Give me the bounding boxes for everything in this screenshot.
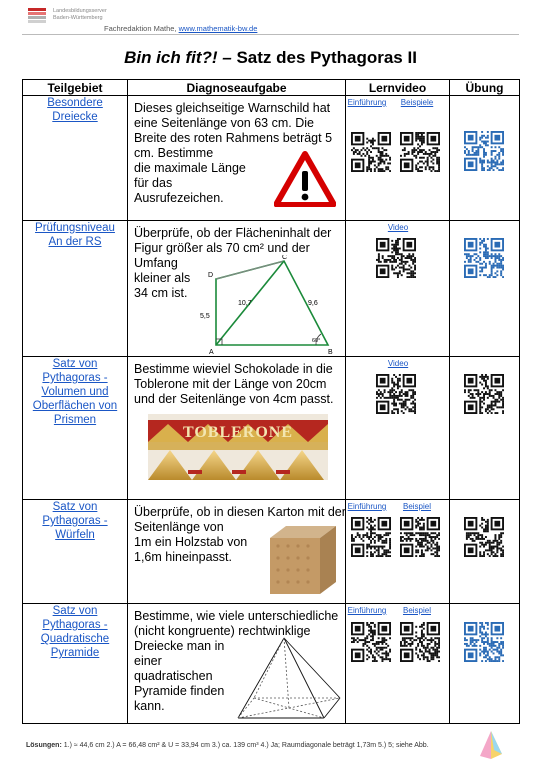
vertex-label-d: D xyxy=(208,272,214,279)
qr-code-icon[interactable] xyxy=(351,622,391,662)
vertex-label-c: C xyxy=(282,255,288,261)
vertex-label-b: B xyxy=(328,349,333,355)
task-text: Dieses gleichseitige Warnschild hat eine Seitenlänge von 63 cm. Die Breite des roten Rahmens beträgt 5 cm. Bestimme die maximale Länge für das Ausrufezeichen. xyxy=(134,101,333,205)
topic-cell xyxy=(23,500,128,604)
topic-cell xyxy=(23,357,128,500)
table-row xyxy=(23,357,520,500)
warning-sign-icon xyxy=(274,151,336,207)
task-text: Überprüfe, ob der Flächeninhalt der Figur größer als 70 cm² und der Umfang kleiner als 34 cm ist. xyxy=(134,226,332,300)
header-diagnoseaufgabe: Diagnoseaufgabe xyxy=(128,80,346,96)
qr-code-icon[interactable] xyxy=(400,622,440,662)
video-cell xyxy=(346,357,450,500)
exercise-cell xyxy=(450,96,520,221)
solutions-footer: Lösungen: 1.) ≈ 44,6 cm 2.) A = 66,48 cm² & U = 33,94 cm 3.) ca. 139 cm³ 4.) Ja; Raumdiagonale beträgt 1,73m 5.) 5; siehe Abb. xyxy=(26,742,429,749)
qr-code-icon[interactable] xyxy=(351,132,391,172)
qr-code-icon[interactable] xyxy=(400,132,440,172)
task-cell xyxy=(128,604,346,724)
topic-link[interactable]: Satz von Pythagoras - Würfeln xyxy=(42,501,108,541)
website-link[interactable]: www.mathematik-bw.de xyxy=(178,24,258,33)
table-row xyxy=(23,500,520,604)
video-cell xyxy=(346,96,450,221)
table-row xyxy=(23,96,520,221)
side-label-cb: 9,6 xyxy=(308,300,318,307)
video-link[interactable]: Video xyxy=(387,223,409,232)
toblerone-image xyxy=(148,414,328,480)
video-link-einfuehrung[interactable]: Einführung xyxy=(347,606,387,615)
qr-code-icon[interactable] xyxy=(464,374,504,414)
side-label-ac: 10,7 xyxy=(238,300,252,307)
qr-code-icon[interactable] xyxy=(351,517,391,557)
quadrilateral-figure xyxy=(200,255,340,355)
topic-cell xyxy=(23,221,128,357)
page-title: Bin ich fit?! – Satz des Pythagoras II xyxy=(124,48,417,67)
qr-code-icon[interactable] xyxy=(376,374,416,414)
video-cell xyxy=(346,221,450,357)
landesbildungsserver-logo-icon xyxy=(26,6,50,28)
task-cell xyxy=(128,221,346,357)
logo-text: Landesbildungsserver Baden-Württemberg xyxy=(53,8,107,21)
topic-cell xyxy=(23,604,128,724)
side-label-ad: 5,5 xyxy=(200,313,210,320)
video-link-beispiel[interactable]: Beispiel xyxy=(402,606,431,615)
vertex-label-a: A xyxy=(209,349,214,355)
video-cell xyxy=(346,604,450,724)
video-link[interactable]: Video xyxy=(387,359,409,368)
exercise-cell xyxy=(450,357,520,500)
topic-link[interactable]: Satz von Pythagoras - Volumen und Oberflächen von Prismen xyxy=(32,358,118,426)
table-row xyxy=(23,604,520,724)
angle-label: 60° xyxy=(312,338,321,344)
toblerone-brand-text: TOBLERONE xyxy=(182,424,294,441)
task-text: Überprüfe, ob in diesen Karton mit der Seitenlänge von 1m ein Holzstab von 1,6m hineinpasst. xyxy=(134,505,346,564)
table-header-row xyxy=(23,80,520,96)
video-cell xyxy=(346,500,450,604)
qr-code-icon[interactable] xyxy=(464,131,504,171)
cardboard-box-image xyxy=(266,522,340,598)
topic-link[interactable]: Besondere Dreiecke xyxy=(47,97,103,123)
header-teilgebiet: Teilgebiet xyxy=(23,80,128,96)
task-text: Bestimme wieviel Schokolade in die Toblerone mit der Länge von 20cm und der Seitenlänge von 4cm passt. xyxy=(134,362,334,406)
task-cell xyxy=(128,96,346,221)
colorful-pyramid-icon xyxy=(478,730,504,760)
table-row xyxy=(23,221,520,357)
video-link-beispiel[interactable]: Beispiel xyxy=(402,502,431,511)
diagnosis-table xyxy=(22,79,520,724)
qr-code-icon[interactable] xyxy=(400,517,440,557)
topic-link[interactable]: Satz von Pythagoras - Quadratische Pyramide xyxy=(40,605,110,659)
topic-link[interactable]: Prüfungsniveau An der RS xyxy=(35,222,115,248)
qr-code-icon[interactable] xyxy=(376,238,416,278)
qr-code-icon[interactable] xyxy=(464,238,504,278)
task-cell xyxy=(128,500,346,604)
square-pyramid-figure xyxy=(232,636,344,724)
exercise-cell xyxy=(450,221,520,357)
header-line: Fachredaktion Mathe, www.mathematik-bw.de xyxy=(104,24,258,33)
header-divider xyxy=(22,34,519,35)
qr-code-icon[interactable] xyxy=(464,622,504,662)
header-uebung: Übung xyxy=(450,80,520,96)
qr-code-icon[interactable] xyxy=(464,517,504,557)
topic-cell xyxy=(23,96,128,221)
video-link-einfuehrung[interactable]: Einführung xyxy=(347,502,387,511)
exercise-cell xyxy=(450,500,520,604)
video-link-einfuehrung[interactable]: Einführung xyxy=(347,98,387,107)
task-text: Bestimme, wie viele unterschiedliche (nicht kongruente) rechtwinklige Dreiecke man in einer quadratischen Pyramide finden kann. xyxy=(134,609,339,713)
header-lernvideo: Lernvideo xyxy=(346,80,450,96)
task-cell xyxy=(128,357,346,500)
video-link-beispiele[interactable]: Beispiele xyxy=(400,98,434,107)
exercise-cell xyxy=(450,604,520,724)
